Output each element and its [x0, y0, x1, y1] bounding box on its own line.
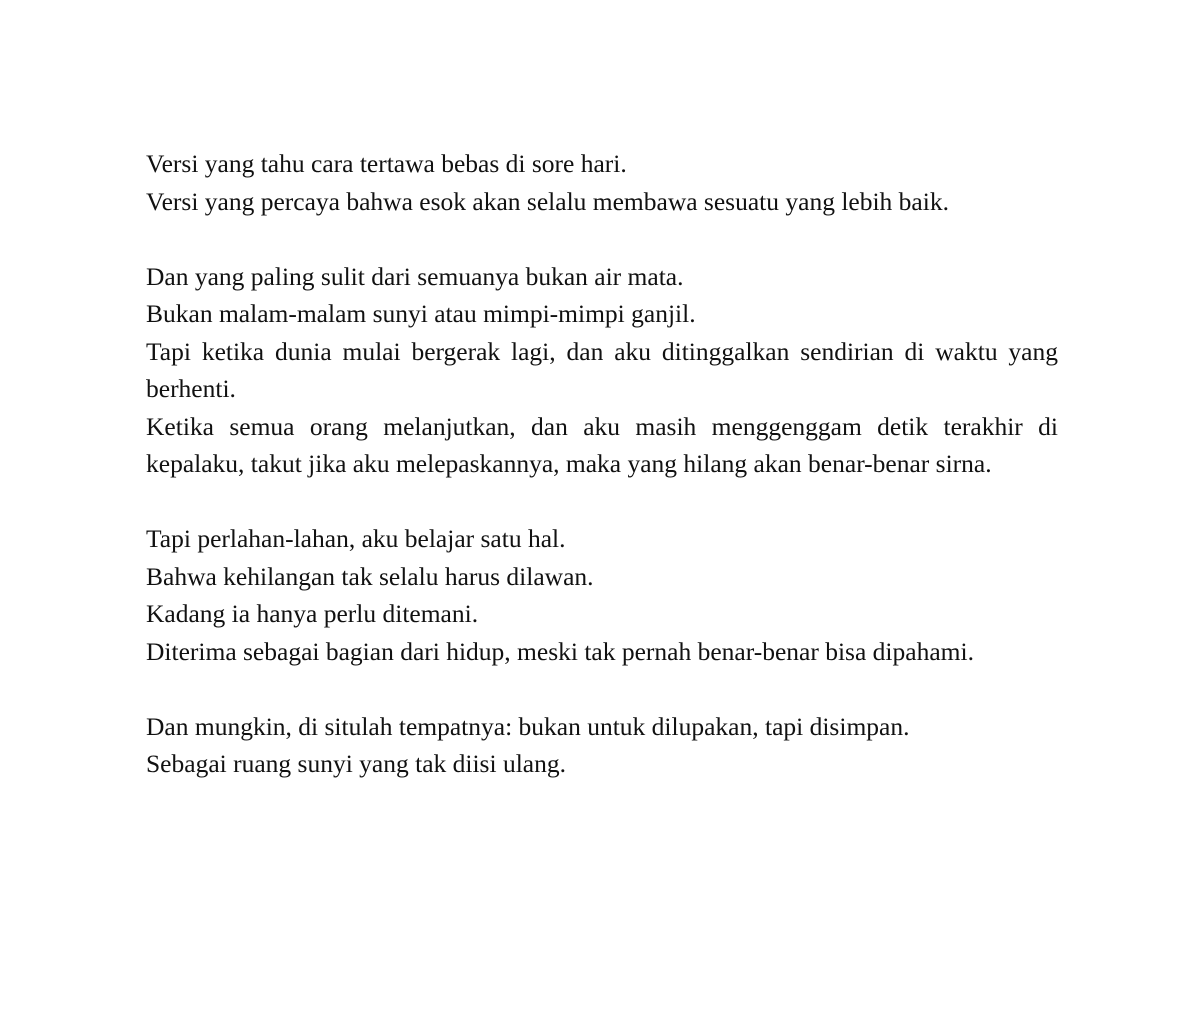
text-line: Dan yang paling sulit dari semuanya bukan air mata. [146, 261, 684, 291]
text-line: Kadang ia hanya perlu ditemani. [146, 599, 479, 628]
text-line: Ketika semua orang melanjutkan, dan aku masih menggenggam detik terakhir di kepalaku, takut jika aku melepaskannya, maka yang hilang akan benar-benar sirna. [146, 411, 1058, 478]
text-line: Tapi perlahan-lahan, aku belajar satu hal. [146, 524, 566, 553]
text-line: Bahwa kehilangan tak selalu harus dilawan. [146, 561, 594, 591]
text-line: Diterima sebagai bagian dari hidup, meski tak pernah benar-benar bisa dipahami. [146, 636, 974, 666]
stanza-3 [146, 520, 1058, 670]
stanza-2 [146, 258, 1058, 483]
text-line: Sebagai ruang sunyi yang tak diisi ulang. [146, 749, 566, 778]
text-line: Bukan malam-malam sunyi atau mimpi-mimpi ganjil. [146, 299, 696, 328]
document-body [146, 145, 1058, 783]
text-line: Versi yang tahu cara tertawa bebas di sore hari. [146, 149, 627, 178]
text-line: Tapi ketika dunia mulai bergerak lagi, dan aku ditinggalkan sendirian di waktu yang berhenti. [146, 336, 1058, 403]
stanza-1 [146, 145, 1058, 220]
text-line: Versi yang percaya bahwa esok akan selalu membawa sesuatu yang lebih baik. [146, 186, 949, 216]
stanza-4 [146, 708, 1058, 783]
text-line: Dan mungkin, di situlah tempatnya: bukan untuk dilupakan, tapi disimpan. [146, 711, 910, 741]
